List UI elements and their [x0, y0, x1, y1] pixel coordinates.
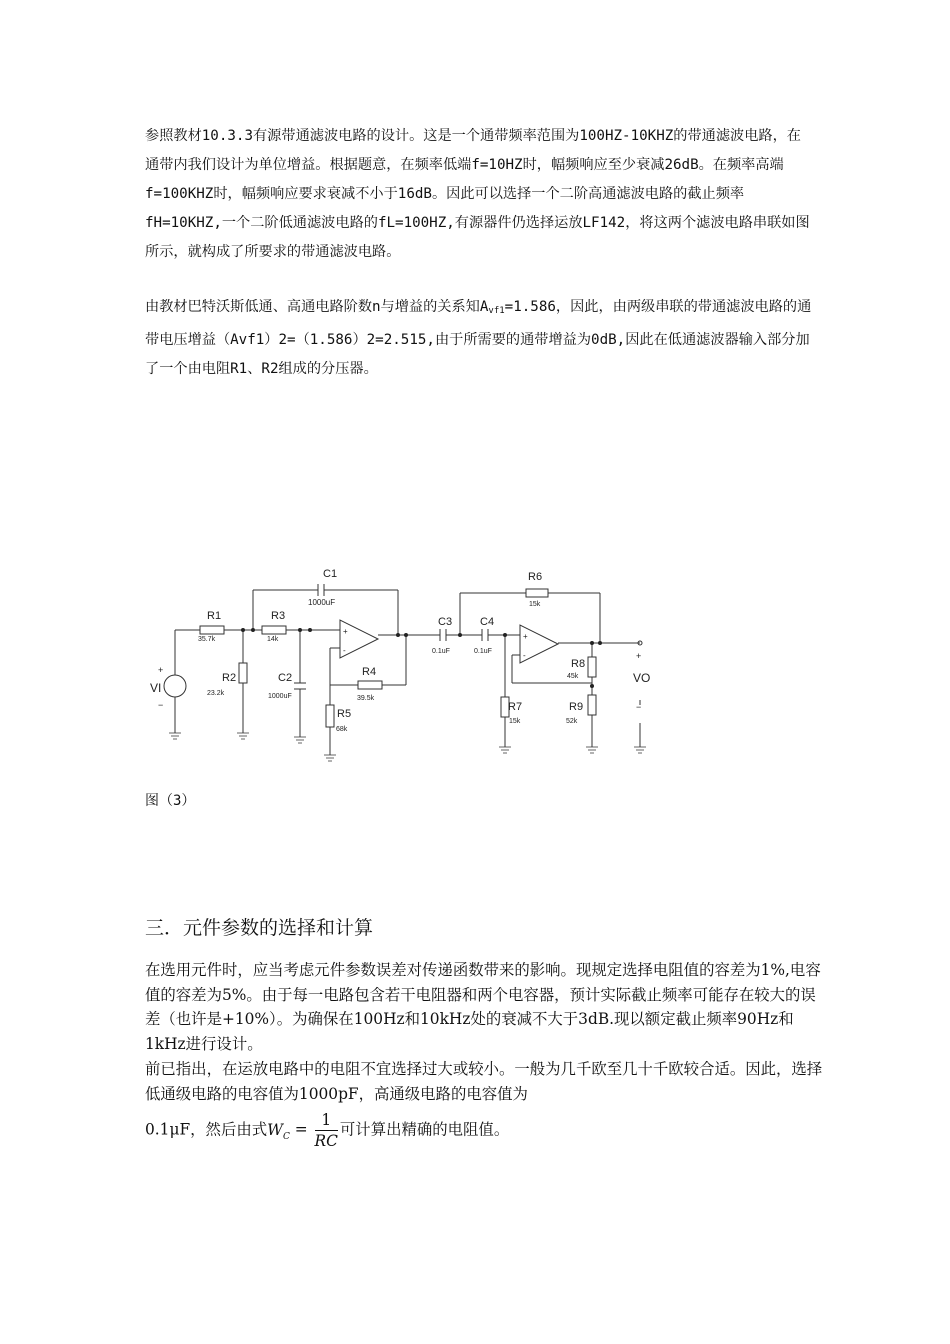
bandpass-circuit-diagram	[140, 555, 660, 770]
label-vi: VI	[150, 681, 162, 695]
r5-resistor	[326, 705, 334, 727]
formula-lhs: $W_C$	[267, 1120, 290, 1142]
label-vo: VO	[633, 671, 651, 685]
label-r8-value: 45k	[567, 673, 579, 680]
label-r5: R5	[337, 708, 352, 720]
svg-text:+: +	[158, 665, 164, 675]
label-r3: R3	[271, 610, 286, 622]
figure-caption: 图（3）	[145, 793, 196, 809]
label-r6: R6	[528, 571, 543, 583]
c1-capacitor	[318, 584, 324, 596]
label-r5-value: 68k	[336, 726, 348, 733]
gain-paragraph	[145, 293, 815, 384]
c2-capacitor	[294, 683, 306, 689]
svg-text:-: -	[343, 646, 346, 655]
r3-resistor	[262, 626, 286, 634]
label-r9: R9	[569, 701, 584, 713]
label-r4-value: 39.5k	[357, 695, 375, 702]
label-r7-value: 15k	[509, 718, 521, 725]
formula-numerator: 1	[315, 1110, 338, 1131]
component-tolerance-paragraph: 在选用元件时，应当考虑元件参数误差对传递函数带来的影响。现规定选择电阻值的容差为1%,电容值的容差为5%。由于每一电路包含若干电阻器和两个电容器，预计实际截止频率可能存在较大的误差（也许是+10%）。为确保在100Hz和10kHz处的衰减不大于3dB.现以额定截止频率90Hz和1kHz进行设计。	[145, 961, 821, 1053]
ground-symbols	[169, 733, 646, 761]
r8-resistor	[588, 657, 596, 677]
label-c4: C4	[480, 616, 495, 628]
input-source	[164, 675, 186, 697]
gain-paragraph-before: 由教材巴特沃斯低通、高通电路阶数n与增益的关系知A	[145, 299, 489, 315]
r2-resistor	[239, 663, 247, 683]
formula-paragraph-after: 可计算出精确的电阻值。	[339, 1120, 510, 1139]
opamp-2	[520, 625, 558, 663]
svg-text:+: +	[636, 651, 642, 661]
label-c1: C1	[323, 568, 338, 580]
c4-capacitor	[482, 629, 488, 641]
c3-capacitor	[440, 629, 446, 641]
label-c2: C2	[278, 672, 293, 684]
formula-denominator: RC	[314, 1132, 338, 1150]
r1-resistor	[200, 626, 224, 634]
formula-paragraph	[145, 1110, 825, 1158]
label-r2-value: 23.2k	[207, 690, 225, 697]
label-c2-value: 1000uF	[268, 693, 292, 700]
gain-subscript: vf1	[488, 306, 505, 316]
label-r1: R1	[207, 610, 222, 622]
formula-fraction	[315, 1110, 338, 1151]
opamp-1	[340, 620, 378, 658]
label-r4: R4	[362, 666, 377, 678]
label-c3: C3	[438, 616, 453, 628]
label-c3-value: 0.1uF	[432, 648, 450, 655]
formula-equals: =	[289, 1120, 313, 1139]
formula-paragraph-before: 0.1μF，然后由式	[145, 1120, 268, 1139]
svg-text:−: −	[158, 700, 164, 710]
intro-paragraph: 参照教材10.3.3有源带通滤波电路的设计。这是一个通带频率范围为100HZ-10KHZ的带通滤波电路，在通带内我们设计为单位增益。根据题意，在频率低端f=10HZ时，幅频响应至少衰减26dB。在频率高端f=100KHZ时，幅频响应要求衰减不小于16dB。因此可以选择一个二阶高通滤波电路的截止频率fH=10KHZ,一个二阶低通滤波电路的fL=100HZ,有源器件仍选择运放LF142，将这两个滤波电路串联如图所示，就构成了所要求的带通滤波电路。	[145, 128, 810, 260]
r6-resistor	[526, 589, 548, 597]
label-r1-value: 35.7k	[198, 636, 216, 643]
label-r3-value: 14k	[267, 636, 279, 643]
junction-dots	[241, 628, 602, 688]
svg-text:−: −	[636, 702, 642, 712]
r4-resistor	[358, 681, 382, 689]
label-c1-value: 1000uF	[308, 598, 336, 607]
svg-text:+: +	[523, 632, 528, 641]
resistor-choice-paragraph: 前已指出，在运放电路中的电阻不宜选择过大或较小。一般为几千欧至几十千欧较合适。因此，选择低通级电路的电容值为1000pF，高通级电路的电容值为	[145, 1060, 823, 1103]
svg-text:-: -	[523, 651, 526, 660]
gain-paragraph-after: =1.586，因此，由两级串联的带通滤波电路的通带电压增益（Avf1）2=（1.586）2=2.515,由于所需要的通带增益为0dB,因此在低通滤波器输入部分加了一个由电阻R1、R2组成的分压器。	[145, 299, 812, 377]
label-r2: R2	[222, 672, 237, 684]
label-r9-value: 52k	[566, 718, 578, 725]
svg-text:+: +	[343, 627, 348, 636]
label-c4-value: 0.1uF	[474, 648, 492, 655]
label-r7: R7	[508, 701, 523, 713]
section-title: 三．元件参数的选择和计算	[145, 917, 374, 939]
label-r6-value: 15k	[529, 601, 541, 608]
r9-resistor	[588, 695, 596, 715]
label-r8: R8	[571, 658, 586, 670]
